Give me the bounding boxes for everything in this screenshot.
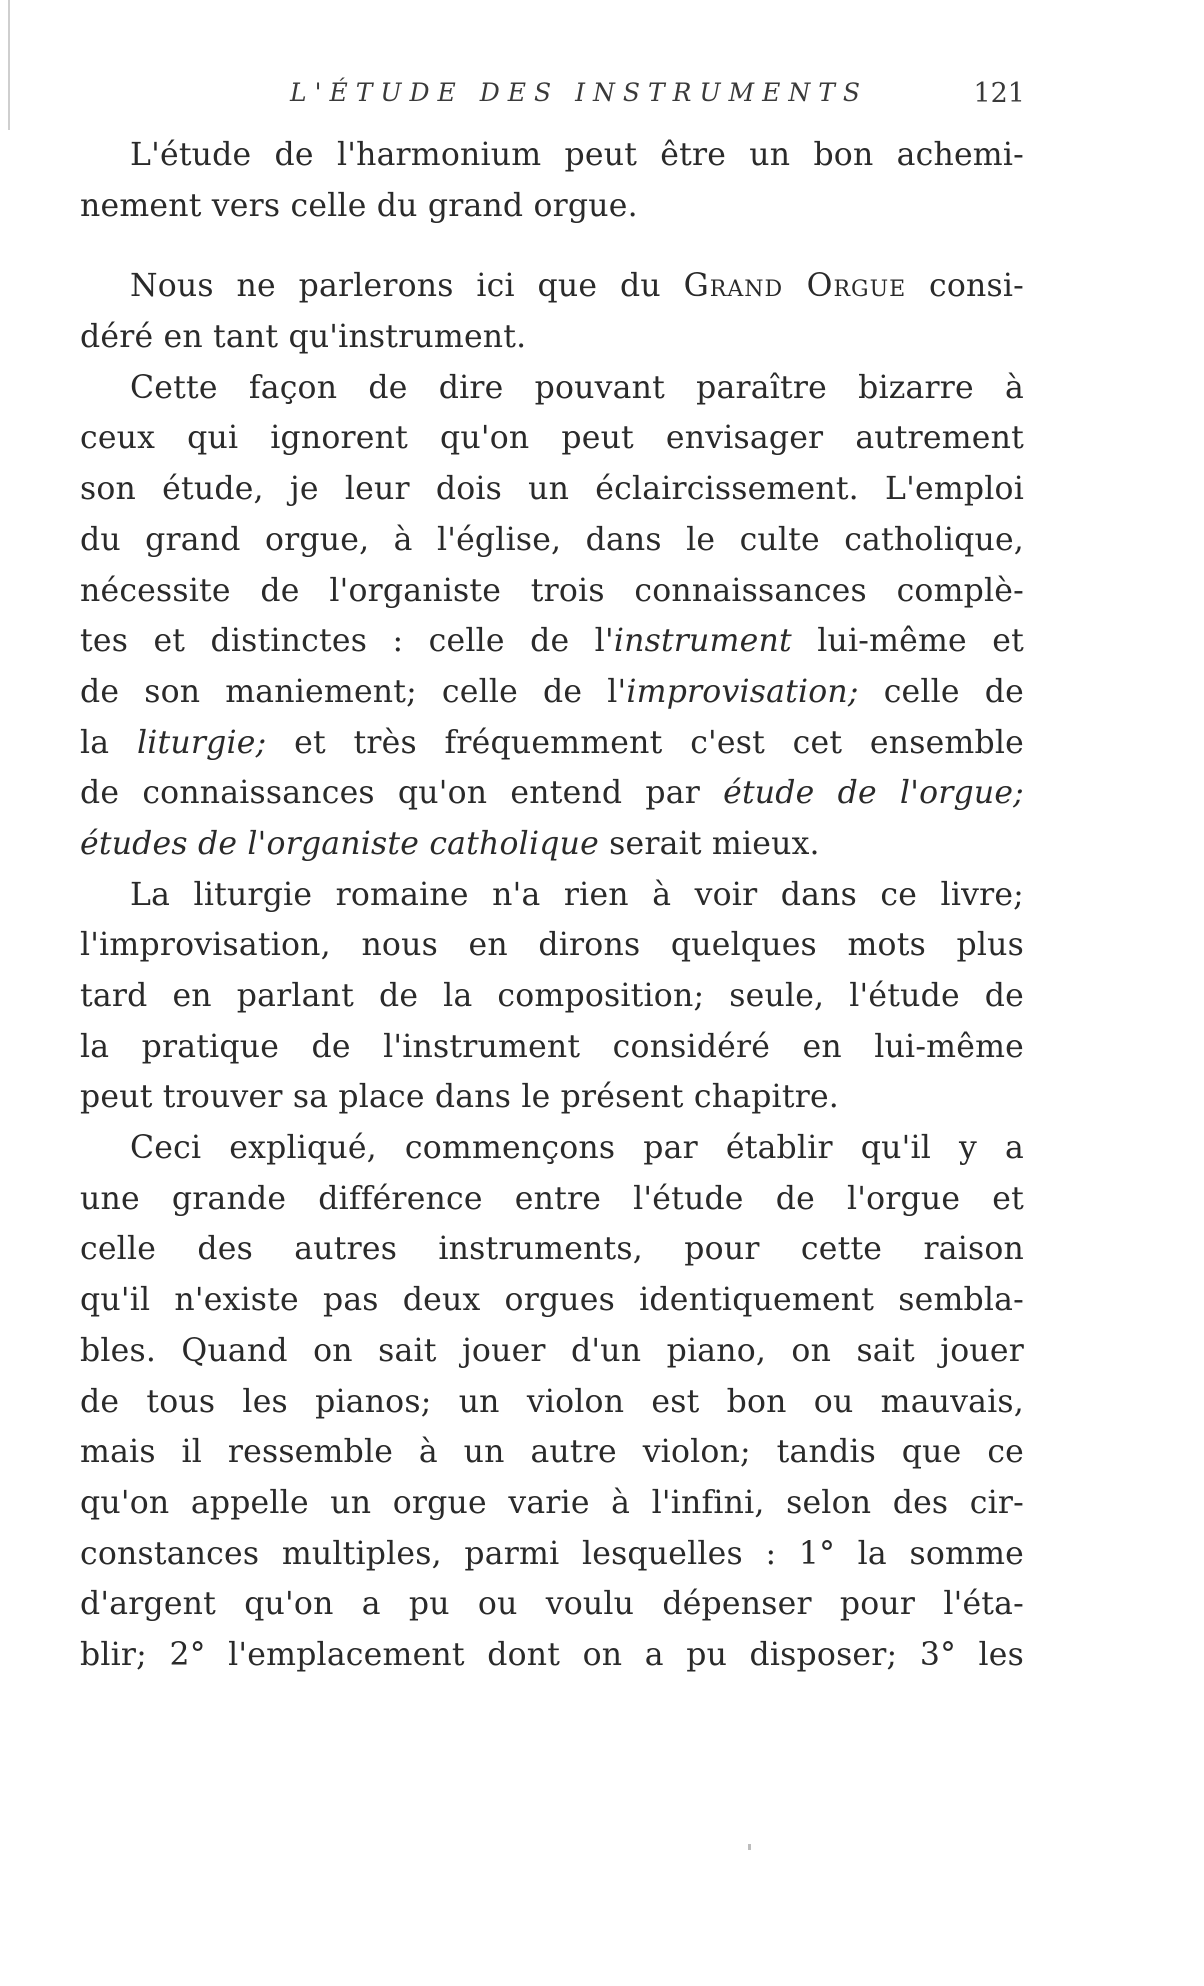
text-line bbox=[80, 819, 1024, 870]
text-line: d'argent qu'on a pu ou voulu dépenser pour l'éta- bbox=[80, 1586, 1024, 1623]
text-span: tes et distinctes : celle de l' bbox=[80, 623, 614, 660]
body-text bbox=[80, 130, 1024, 1681]
text-span: de connaissances qu'on entend par bbox=[80, 775, 724, 812]
text-line: Ceci expliqué, commençons par établir qu'il y a bbox=[130, 1130, 1024, 1167]
text-span: Nous ne parlerons ici que du bbox=[130, 268, 684, 305]
text-span: lui-même et bbox=[791, 623, 1024, 660]
text-line: la pratique de l'instrument considéré en lui-même bbox=[80, 1028, 1024, 1065]
text-line: nécessite de l'organiste trois connaissances complè- bbox=[80, 572, 1024, 609]
text-line: ceux qui ignorent qu'on peut envisager autrement bbox=[80, 420, 1024, 457]
text-line: bles. Quand on sait jouer d'un piano, on sait jouer bbox=[80, 1332, 1024, 1369]
italic-span: instrument bbox=[613, 623, 792, 660]
text-line: L'étude de l'harmonium peut être un bon achemi- bbox=[130, 137, 1024, 173]
text-span: serait mieux. bbox=[598, 825, 820, 862]
text-span: et très fréquemment c'est cet ensemble bbox=[266, 724, 1024, 761]
small-caps-span: Grand Orgue bbox=[683, 268, 907, 305]
text-line bbox=[80, 261, 1024, 312]
italic-span: improvisation; bbox=[626, 673, 859, 710]
text-line: blir; 2° l'emplacement dont on a pu disposer; 3° les bbox=[80, 1636, 1024, 1673]
text-line: tard en parlant de la composition; seule, l'étude de bbox=[80, 978, 1024, 1014]
text-line: son étude, je leur dois un éclaircissement. L'emploi bbox=[80, 471, 1024, 508]
text-line: peut trouver sa place dans le présent chapitre. bbox=[80, 1079, 840, 1116]
text-line bbox=[80, 718, 1024, 769]
text-line: mais il ressemble à un autre violon; tandis que ce bbox=[80, 1434, 1024, 1471]
text-span: la bbox=[80, 724, 137, 761]
text-line: nement vers celle du grand orgue. bbox=[80, 187, 638, 224]
paragraph-gap bbox=[80, 231, 1024, 261]
text-line: qu'on appelle un orgue varie à l'infini, selon des cir- bbox=[80, 1484, 1024, 1521]
text-line bbox=[80, 667, 1024, 718]
running-title: L'ÉTUDE DES INSTRUMENTS bbox=[290, 78, 869, 107]
text-line bbox=[80, 768, 1024, 819]
text-line: déré en tant qu'instrument. bbox=[80, 319, 527, 356]
text-line bbox=[80, 616, 1024, 667]
text-line: une grande différence entre l'étude de l'orgue et bbox=[80, 1180, 1024, 1217]
paper-speck bbox=[748, 1844, 751, 1850]
text-line: constances multiples, parmi lesquelles : 1° la somme bbox=[80, 1535, 1024, 1572]
text-line: du grand orgue, à l'église, dans le culte catholique, bbox=[80, 521, 1024, 558]
text-span: consi- bbox=[906, 268, 1024, 305]
text-line: qu'il n'existe pas deux orgues identiquement sembla- bbox=[80, 1282, 1024, 1319]
text-line: Cette façon de dire pouvant paraître bizarre à bbox=[130, 369, 1024, 406]
text-line: La liturgie romaine n'a rien à voir dans ce livre; bbox=[130, 876, 1024, 913]
text-span: celle de bbox=[858, 673, 1024, 710]
italic-span: liturgie; bbox=[136, 724, 267, 761]
text-line: de tous les pianos; un violon est bon ou mauvais, bbox=[80, 1383, 1024, 1420]
text-line: celle des autres instruments, pour cette raison bbox=[80, 1231, 1024, 1268]
text-span: de son maniement; celle de l' bbox=[80, 673, 627, 710]
page-number: 121 bbox=[973, 78, 1025, 109]
page-edge-mark bbox=[8, 0, 10, 130]
italic-span: étude de l'orgue; bbox=[723, 775, 1024, 812]
italic-span: études de l'organiste catholique bbox=[80, 825, 599, 862]
text-line: l'improvisation, nous en dirons quelques mots plus bbox=[80, 927, 1024, 964]
page-header bbox=[290, 78, 1025, 118]
